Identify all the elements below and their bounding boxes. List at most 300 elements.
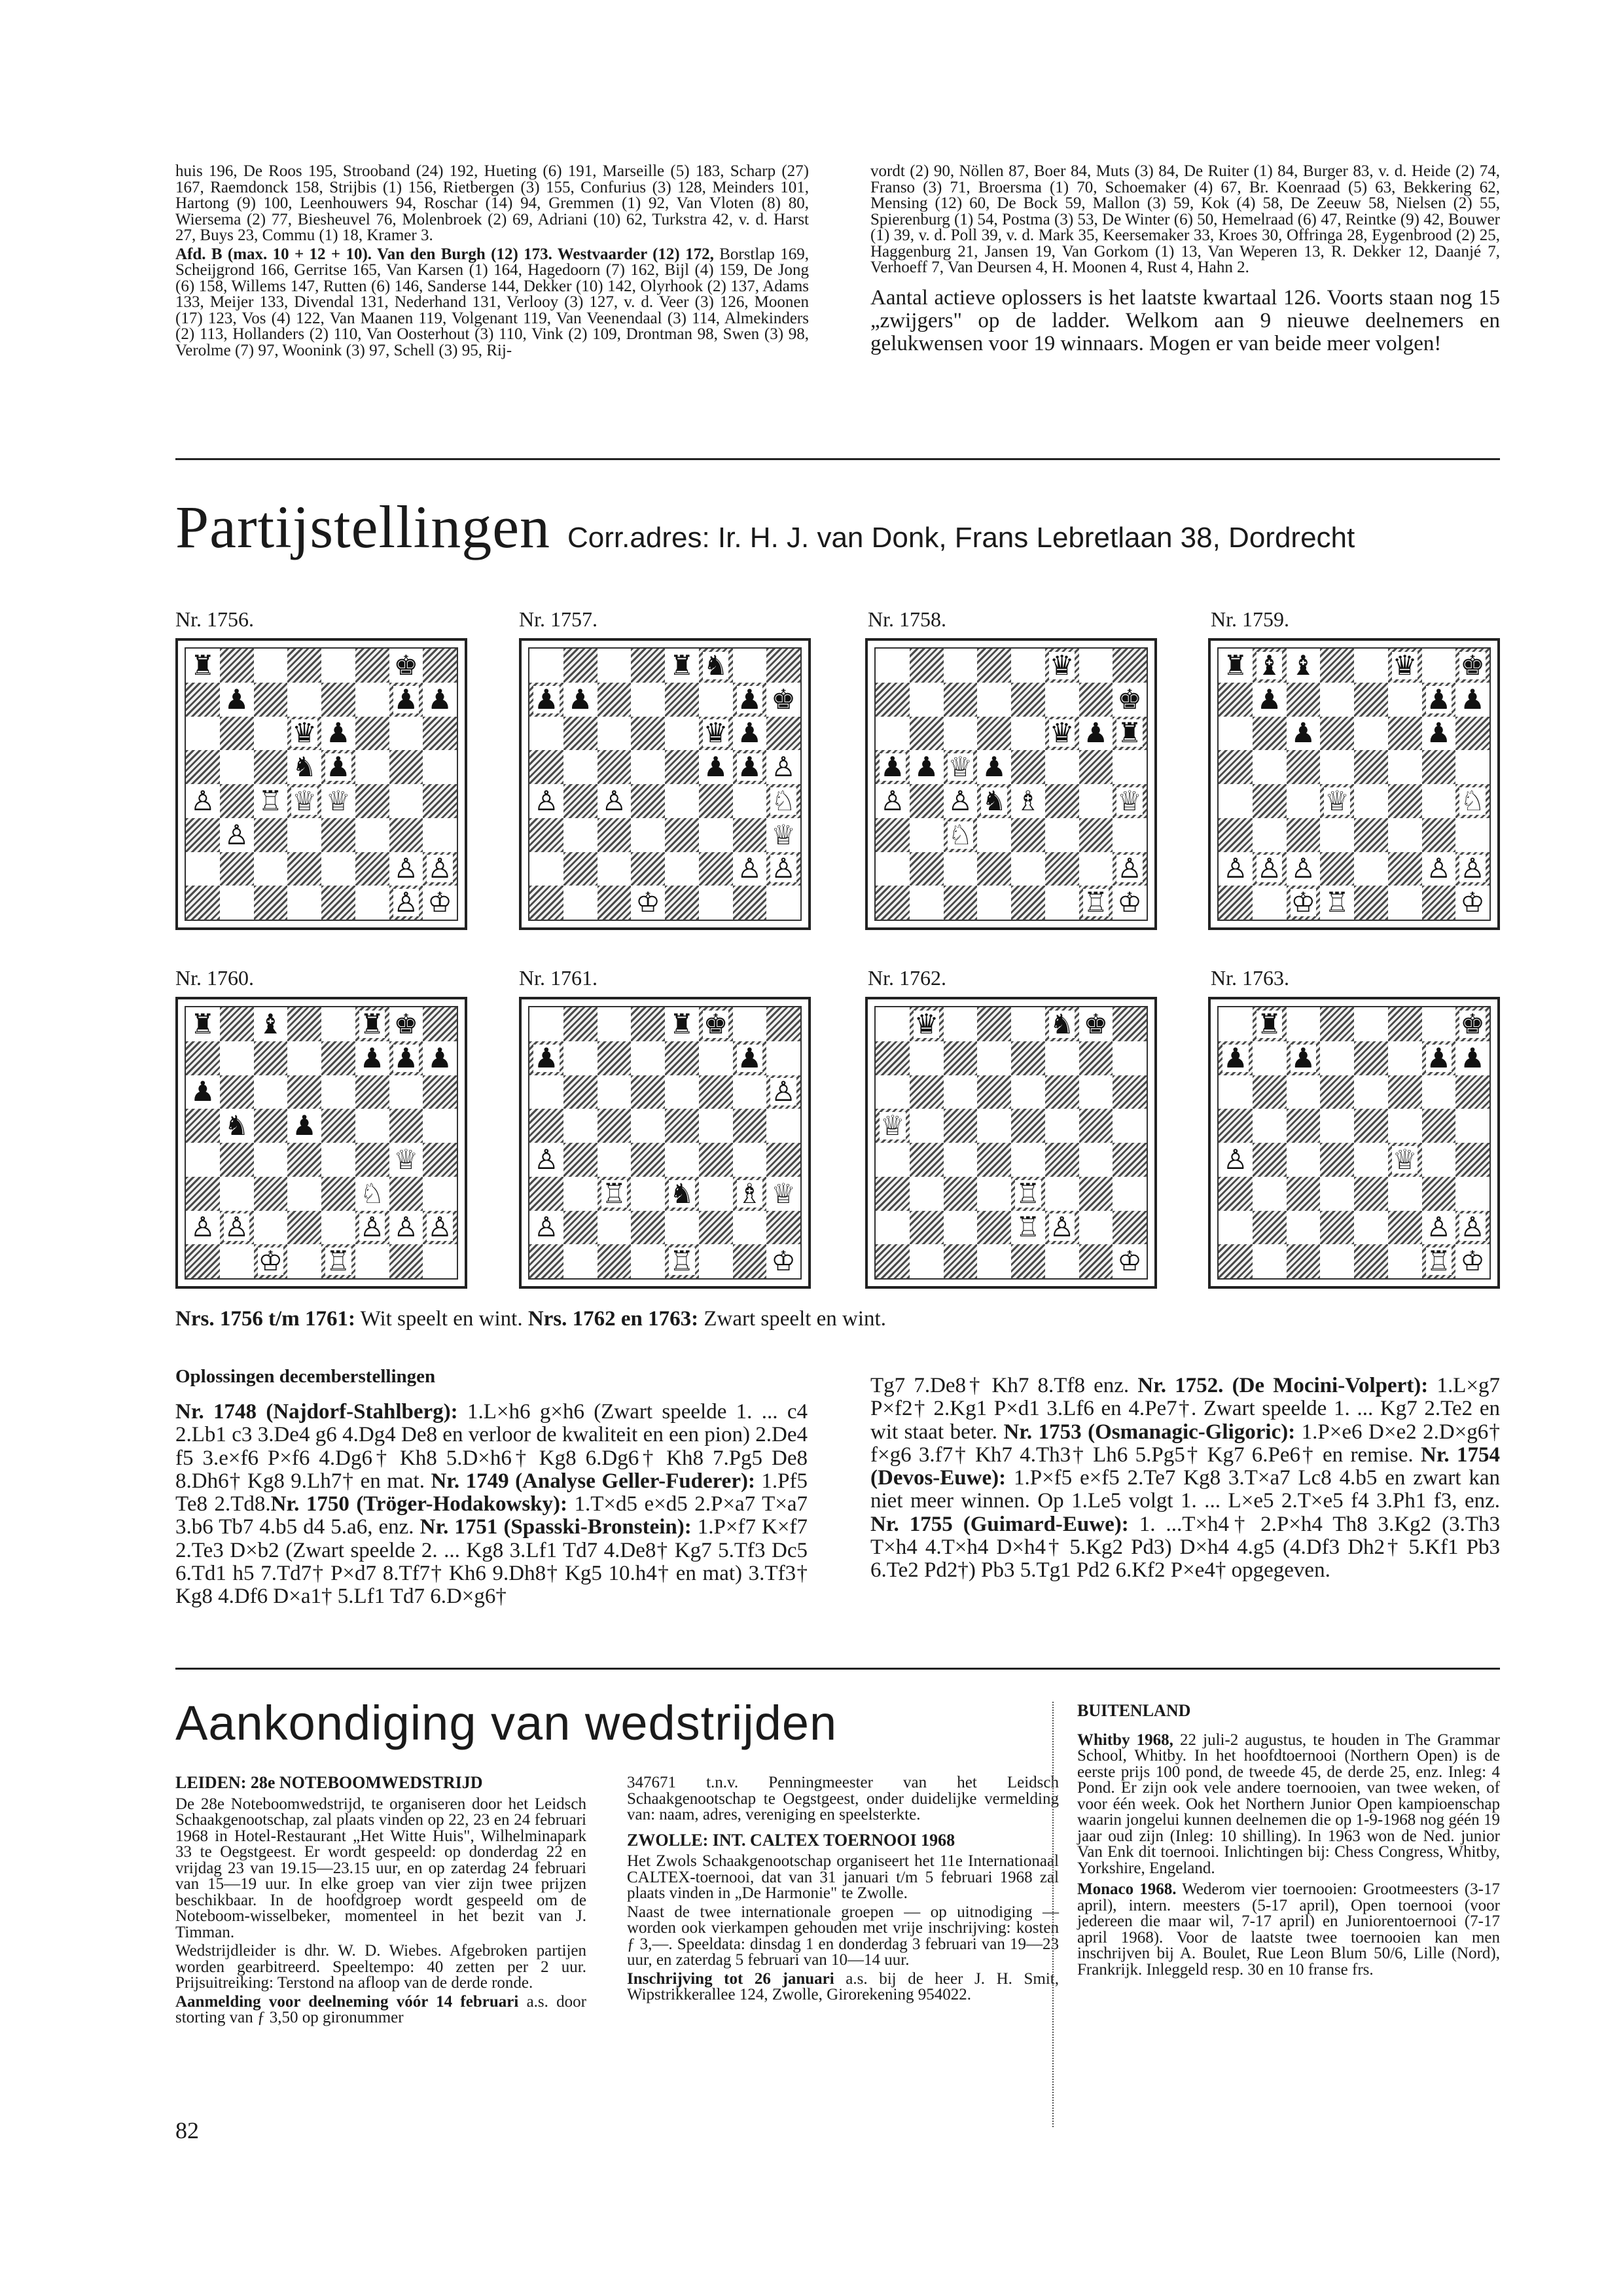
- board-square: [529, 1244, 563, 1278]
- board-square: [186, 1109, 220, 1143]
- board-square: [1113, 1075, 1147, 1109]
- board-square: [1079, 818, 1113, 852]
- black-pawn-icon: ♟: [1426, 1041, 1452, 1074]
- board-square: [1287, 886, 1321, 920]
- white-pawn-icon: ♙: [534, 1211, 559, 1244]
- black-pawn-icon: ♟: [190, 1075, 215, 1108]
- board-square: [597, 886, 632, 920]
- board-square: [254, 784, 288, 818]
- board-square: [1011, 750, 1045, 784]
- black-pawn-icon: ♟: [1426, 683, 1452, 715]
- board-square: [1388, 1177, 1422, 1211]
- board-square: [631, 717, 665, 751]
- black-pawn-icon: ♟: [359, 1041, 385, 1074]
- page-number: 82: [175, 2117, 199, 2144]
- board-square: [254, 1041, 288, 1075]
- board-square: [665, 717, 699, 751]
- board-square: [563, 649, 597, 683]
- diagram-label: Nr. 1763.: [1211, 966, 1289, 990]
- diagram-label: Nr. 1758.: [868, 607, 946, 631]
- board-square: [186, 1075, 220, 1109]
- board-square: [186, 1244, 220, 1278]
- board-square: [733, 717, 767, 751]
- board-square: [254, 886, 288, 920]
- board-square: [1320, 1211, 1354, 1245]
- white-queen-icon: ♕: [771, 1177, 796, 1210]
- leiden-p1: De 28e Noteboomwedstrijd, te organiseren door het Leidsch Schaakgenootschap, zal plaats vinden op 22, 23 en 24 februari 1968 in Hotel-Restaurant „Het Witte Huis", Wilhelminapark 33 te Oegstgeest. Er wordt gespeeld: op donderdag 22 en vrijdag 23 van 19.15—23.15 uur, en op zaterdag 24 februari van 15—19 uur. In elke groep van vier zijn twee prijzen beschikbaar. In de hoofdgroep wordt gespeeld om de Noteboom-wisselbeker, momenteel in het bezit van J. Timman.: [175, 1795, 586, 1941]
- board-square: [1113, 784, 1147, 818]
- white-queen-icon: ♕: [292, 784, 317, 817]
- board-square: [1320, 1075, 1354, 1109]
- board-square: [910, 1177, 944, 1211]
- chess-diagram-1757: [519, 638, 811, 930]
- chess-diagram-1760: [175, 997, 467, 1289]
- board-square: [321, 1109, 355, 1143]
- whitby-body: 22 juli-2 augustus, te houden in The Grammar School, Whitby. In het hoofdtoernooi (Northern Open) is de eerste prijs 100 pond, de tweede 45, de derde 25, enz. Inleg: 4 Pond. Er zijn ook vele andere toernooien, van twee weken, of voor één week. Ook het Northern Junior Open kampioenschap waarin jongelui kunnen deelnemen die op 1-9-1968 nog géén 19 jaar oud zijn (Inleg: 10 shilling). In 1963 won de Ned. junior Van Enk dit toernooi. Inlichtingen bij: Chess Congress, Whitby, Yorkshire, Engeland.: [1077, 1731, 1500, 1877]
- chess-diagram-1759: [1208, 638, 1500, 930]
- board-square: [733, 683, 767, 717]
- board-square: [876, 1211, 910, 1245]
- board-square: [1079, 683, 1113, 717]
- divider-top: [175, 458, 1500, 460]
- board-square: [220, 852, 254, 886]
- board-square: [766, 1177, 800, 1211]
- board-square: [321, 750, 355, 784]
- board-square: [254, 717, 288, 751]
- board-square: [254, 1109, 288, 1143]
- board-square: [423, 717, 457, 751]
- board-square: [910, 1041, 944, 1075]
- board-square: [766, 1244, 800, 1278]
- board-square: [977, 818, 1011, 852]
- board-square: [220, 683, 254, 717]
- board-square: [977, 649, 1011, 683]
- board-square: [733, 784, 767, 818]
- black-pawn-icon: ♟: [326, 751, 351, 783]
- solutions-right: Tg7 7.De8† Kh7 8.Tf8 enz. Nr. 1752. (De Mocini-Volpert): 1.L×g7 P×f2† 2.Kg1 P×d1 3.Lf6 en 4.Pe7†. Zwart speelde 1. ... Kg7 2.Te2 en wit staat beter. Nr. 1753 (Osmanagic-Gligoric): 1.P×e6 D×e2 2.D×g6† f×g6 3.f7† Kh7 4.Th3† Lh6 5.Pg5† Kg7 6.Pe6† en remise. Nr. 1754 (Devos-Euwe): 1.P×f5 e×f5 2.Te7 Kg8 3.T×a7 Lc8 4.b5 en zwart kan niet meer winnen. Op 1.Le5 volgt 1. ... L×e5 2.T×e5 f4 3.Ph1 f3, enz. Nr. 1755 (Guimard-Euwe): 1. ...T×h4† 2.P×h4 Th8 3.Kg2 (3.Th3 T×h4 4.T×h4 D×h4† 5.Kg2 Pd3) D×h4 4.g5 (4.Df3 Dh2† 5.Kf1 Pb3 6.Te2 Pd2†) Pb3 5.Tg1 Pd2 6.Kf2 P×e4† opgegeven.: [870, 1374, 1501, 1583]
- board-square: [1422, 717, 1456, 751]
- board-square: [1320, 818, 1354, 852]
- board-square: [665, 1177, 699, 1211]
- board-square: [665, 1244, 699, 1278]
- board-square: [1455, 1244, 1489, 1278]
- board-square: [910, 1143, 944, 1177]
- board-square: [1011, 1041, 1045, 1075]
- column-rule: [1052, 1702, 1054, 2127]
- divider-middle: [175, 1668, 1500, 1670]
- board-square: [631, 784, 665, 818]
- ranking-text-b-body: Borstlap 169, Scheijgrond 166, Gerritse 165, Van Karsen (1) 164, Hagedoorn (7) 162, Bijl (4) 159, De Jong (6) 158, Willems 147, Rutten (6) 146, Sanderse 144, Dekker (10) 142, Olyrhook (2) 137, Adams 133, Meijer 133, Divendal 131, Nederhand 131, Verlooy (3) 127, v. d. Veer (3) 126, Moonen (17) 123, Vos (4) 122, Van Maanen 119, Volgenant 119, Van Veenendaal (3) 114, Almekinders (2) 113, Hollanders (2) 110, Van Oosterhout (3) 110, Vink (2) 109, Drontman 98, Swen (3) 98, Verolme (7) 97, Woonink (3) 97, Schell (3) 95, Rij-: [175, 245, 810, 359]
- black-rook-icon: ♜: [190, 649, 215, 681]
- black-rook-icon: ♜: [1117, 717, 1142, 749]
- white-rook-icon: ♖: [1083, 886, 1109, 919]
- board-square: [287, 1007, 321, 1041]
- board-square: [186, 1211, 220, 1245]
- board-square: [1253, 1007, 1287, 1041]
- board-square: [321, 1177, 355, 1211]
- board-square: [1045, 1211, 1079, 1245]
- board-square: [597, 683, 632, 717]
- ranking-text-b-head: Afd. B (max. 10 + 12 + 10). Van den Burgh (12) 173. Westvaarder (12) 172,: [175, 245, 714, 263]
- board-square: [631, 1177, 665, 1211]
- board-square: [1388, 683, 1422, 717]
- board-square: [1219, 1109, 1253, 1143]
- black-knight-icon: ♞: [669, 1177, 694, 1210]
- board-square: [186, 1007, 220, 1041]
- board-square: [766, 784, 800, 818]
- board-square: [876, 852, 910, 886]
- board-square: [423, 1244, 457, 1278]
- board-square: [699, 1041, 733, 1075]
- board-square: [563, 1007, 597, 1041]
- board-square: [1287, 649, 1321, 683]
- board-square: [910, 649, 944, 683]
- board-square: [977, 1177, 1011, 1211]
- board-square: [563, 1041, 597, 1075]
- board-square: [699, 784, 733, 818]
- black-rook-icon: ♜: [190, 1007, 215, 1040]
- board-square: [733, 1041, 767, 1075]
- board-square: [1113, 1109, 1147, 1143]
- board-square: [220, 1143, 254, 1177]
- board-square: [423, 1109, 457, 1143]
- board-square: [1113, 1007, 1147, 1041]
- board-square: [220, 1007, 254, 1041]
- white-pawn-icon: ♙: [534, 1143, 559, 1175]
- board-square: [355, 649, 389, 683]
- board-square: [876, 683, 910, 717]
- board-square: [944, 1007, 978, 1041]
- board-square: [631, 1211, 665, 1245]
- board-square: [597, 784, 632, 818]
- white-pawn-icon: ♙: [1117, 852, 1142, 885]
- board-square: [220, 1177, 254, 1211]
- black-pawn-icon: ♟: [737, 683, 762, 715]
- board-square: [254, 1211, 288, 1245]
- board-square: [321, 886, 355, 920]
- board-square: [733, 1007, 767, 1041]
- board-square: [355, 1177, 389, 1211]
- black-bishop-icon: ♝: [1291, 649, 1316, 681]
- board-grid: [1217, 647, 1491, 921]
- board-square: [665, 1007, 699, 1041]
- board-square: [423, 1143, 457, 1177]
- board-grid: [1217, 1006, 1491, 1280]
- white-bishop-icon: ♗: [1016, 784, 1041, 817]
- chess-diagram-1761: [519, 997, 811, 1289]
- board-square: [355, 1007, 389, 1041]
- white-king-icon: ♔: [427, 886, 452, 919]
- board-square: [355, 784, 389, 818]
- board-square: [529, 717, 563, 751]
- board-square: [1219, 1041, 1253, 1075]
- board-square: [733, 1211, 767, 1245]
- black-pawn-icon: ♟: [534, 1041, 559, 1074]
- board-square: [321, 818, 355, 852]
- board-square: [1422, 1075, 1456, 1109]
- board-square: [220, 818, 254, 852]
- board-square: [423, 1211, 457, 1245]
- board-square: [597, 1075, 632, 1109]
- board-square: [186, 649, 220, 683]
- board-square: [1011, 1143, 1045, 1177]
- board-square: [1422, 818, 1456, 852]
- board-square: [1079, 1109, 1113, 1143]
- board-square: [355, 1143, 389, 1177]
- board-square: [1113, 1143, 1147, 1177]
- white-pawn-icon: ♙: [224, 818, 249, 851]
- top-left-column: [175, 164, 809, 359]
- white-king-icon: ♔: [258, 1245, 283, 1278]
- board-square: [529, 886, 563, 920]
- board-square: [910, 750, 944, 784]
- board-square: [1455, 1109, 1489, 1143]
- board-square: [1287, 1075, 1321, 1109]
- board-square: [1354, 1109, 1388, 1143]
- zwolle-p3: [627, 1971, 1059, 2003]
- board-square: [1422, 1109, 1456, 1143]
- white-pawn-icon: ♙: [1257, 852, 1282, 885]
- board-square: [321, 1007, 355, 1041]
- board-square: [910, 1075, 944, 1109]
- board-square: [1219, 1143, 1253, 1177]
- board-square: [1219, 1211, 1253, 1245]
- board-square: [1388, 784, 1422, 818]
- board-square: [1079, 1007, 1113, 1041]
- black-rook-icon: ♜: [669, 649, 694, 681]
- black-pawn-icon: ♟: [737, 1041, 762, 1074]
- board-square: [186, 1177, 220, 1211]
- board-square: [665, 750, 699, 784]
- board-square: [733, 1244, 767, 1278]
- board-square: [254, 818, 288, 852]
- board-square: [699, 1211, 733, 1245]
- diagram-label: Nr. 1756.: [175, 607, 254, 631]
- board-square: [1011, 1075, 1045, 1109]
- board-square: [1287, 852, 1321, 886]
- board-square: [1422, 1143, 1456, 1177]
- board-grid: [185, 1006, 458, 1280]
- board-square: [355, 1075, 389, 1109]
- black-bishop-icon: ♝: [258, 1007, 283, 1040]
- black-pawn-icon: ♟: [1291, 717, 1316, 749]
- board-square: [1287, 784, 1321, 818]
- board-square: [529, 1211, 563, 1245]
- board-square: [186, 818, 220, 852]
- board-square: [1253, 1109, 1287, 1143]
- board-square: [321, 1143, 355, 1177]
- board-square: [977, 1075, 1011, 1109]
- correspondence-address: Corr.adres: Ir. H. J. van Donk, Frans Lebretlaan 38, Dordrecht: [567, 522, 1355, 554]
- board-square: [699, 649, 733, 683]
- board-square: [910, 784, 944, 818]
- board-square: [944, 852, 978, 886]
- board-square: [597, 717, 632, 751]
- section-heading-wedstrijden: Aankondiging van wedstrijden: [175, 1696, 838, 1750]
- board-square: [1354, 683, 1388, 717]
- board-square: [529, 1177, 563, 1211]
- board-square: [1287, 1211, 1321, 1245]
- board-square: [1253, 1143, 1287, 1177]
- board-square: [1354, 649, 1388, 683]
- board-square: [1354, 750, 1388, 784]
- board-square: [910, 717, 944, 751]
- white-queen-icon: ♕: [948, 751, 973, 783]
- whitby-p: [1077, 1732, 1500, 1877]
- board-square: [1079, 717, 1113, 751]
- board-square: [977, 683, 1011, 717]
- white-pawn-icon: ♙: [601, 784, 627, 817]
- board-grid: [874, 647, 1148, 921]
- board-square: [563, 852, 597, 886]
- board-square: [1320, 717, 1354, 751]
- board-square: [389, 886, 423, 920]
- board-square: [1253, 784, 1287, 818]
- board-square: [977, 1143, 1011, 1177]
- black-pawn-icon: ♟: [1460, 1041, 1485, 1074]
- leiden-heading: LEIDEN: 28e NOTEBOOMWEDSTRIJD: [175, 1773, 483, 1792]
- board-square: [1045, 852, 1079, 886]
- white-knight-icon: ♘: [948, 818, 973, 851]
- board-square: [1011, 784, 1045, 818]
- board-square: [597, 1109, 632, 1143]
- board-square: [529, 852, 563, 886]
- board-square: [287, 852, 321, 886]
- board-square: [1219, 1007, 1253, 1041]
- board-square: [699, 1244, 733, 1278]
- white-pawn-icon: ♙: [224, 1211, 249, 1244]
- board-square: [220, 1244, 254, 1278]
- board-square: [876, 1143, 910, 1177]
- ranking-note: Aantal actieve oplossers is het laatste kwartaal 126. Voorts staan nog 15 „zwijgers" op de ladder. Welkom aan 9 nieuwe deelnemers en gelukwensen voor 19 winnaars. Mogen er van beide meer volgen!: [870, 285, 1500, 355]
- board-square: [1455, 750, 1489, 784]
- board-square: [563, 1109, 597, 1143]
- board-square: [529, 750, 563, 784]
- board-square: [1354, 784, 1388, 818]
- white-rook-icon: ♖: [601, 1177, 627, 1210]
- black-knight-icon: ♞: [982, 784, 1007, 817]
- board-square: [1354, 1075, 1388, 1109]
- board-square: [699, 1177, 733, 1211]
- announce-col3: [1077, 1703, 1500, 1978]
- board-square: [1388, 750, 1422, 784]
- white-pawn-icon: ♙: [737, 852, 762, 885]
- board-square: [1113, 750, 1147, 784]
- board-square: [287, 717, 321, 751]
- board-square: [699, 1007, 733, 1041]
- board-square: [631, 1109, 665, 1143]
- white-pawn-icon: ♙: [534, 784, 559, 817]
- board-square: [321, 683, 355, 717]
- board-square: [597, 1244, 632, 1278]
- board-square: [910, 683, 944, 717]
- board-square: [254, 1007, 288, 1041]
- board-square: [423, 683, 457, 717]
- white-rook-icon: ♖: [1325, 886, 1349, 919]
- diagram-label: Nr. 1760.: [175, 966, 254, 990]
- board-square: [977, 1041, 1011, 1075]
- board-square: [186, 1143, 220, 1177]
- black-king-icon: ♚: [703, 1007, 728, 1040]
- board-square: [563, 1211, 597, 1245]
- board-square: [665, 649, 699, 683]
- board-square: [389, 852, 423, 886]
- board-square: [733, 852, 767, 886]
- board-square: [876, 1244, 910, 1278]
- board-square: [1422, 1244, 1456, 1278]
- black-pawn-icon: ♟: [326, 717, 351, 749]
- board-square: [1388, 1211, 1422, 1245]
- leiden-p4: 347671 t.n.v. Penningmeester van het Leidsch Schaakgenootschap te Oegstgeest, onder duidelijke vermelding van: naam, adres, vereniging en speelsterkte.: [627, 1774, 1059, 1823]
- board-square: [186, 717, 220, 751]
- board-square: [529, 784, 563, 818]
- board-square: [563, 717, 597, 751]
- board-square: [563, 683, 597, 717]
- board-square: [355, 852, 389, 886]
- board-square: [699, 852, 733, 886]
- board-square: [1045, 1143, 1079, 1177]
- board-square: [1320, 852, 1354, 886]
- white-pawn-icon: ♙: [190, 784, 215, 817]
- board-square: [1455, 1041, 1489, 1075]
- board-square: [1354, 818, 1388, 852]
- board-square: [1253, 750, 1287, 784]
- board-square: [910, 1211, 944, 1245]
- board-square: [665, 683, 699, 717]
- board-square: [766, 1109, 800, 1143]
- board-square: [1320, 1143, 1354, 1177]
- board-square: [1079, 852, 1113, 886]
- board-square: [876, 818, 910, 852]
- board-square: [389, 1109, 423, 1143]
- board-square: [287, 1177, 321, 1211]
- board-square: [220, 784, 254, 818]
- board-square: [287, 1075, 321, 1109]
- board-square: [287, 818, 321, 852]
- leiden-p2: Wedstrijdleider is dhr. W. D. Wiebes. Afgebroken partijen worden gearbitreerd. Speeltempo: 40 zetten per 2 uur. Prijsuitreiking: Terstond na afloop van de derde ronde.: [175, 1942, 586, 1992]
- board-square: [977, 1109, 1011, 1143]
- board-square: [1253, 852, 1287, 886]
- white-bishop-icon: ♗: [737, 1177, 762, 1210]
- black-king-icon: ♚: [393, 1007, 419, 1040]
- board-square: [1388, 1244, 1422, 1278]
- board-square: [631, 852, 665, 886]
- ranking-text-b: [175, 247, 809, 359]
- white-pawn-icon: ♙: [427, 852, 452, 885]
- board-square: [529, 1143, 563, 1177]
- buitenland-heading: BUITENLAND: [1077, 1701, 1191, 1720]
- board-square: [529, 683, 563, 717]
- board-square: [1253, 683, 1287, 717]
- black-pawn-icon: ♟: [1257, 683, 1282, 715]
- board-square: [1079, 1075, 1113, 1109]
- board-square: [287, 1244, 321, 1278]
- black-knight-icon: ♞: [1049, 1007, 1075, 1040]
- board-square: [1287, 717, 1321, 751]
- black-pawn-icon: ♟: [737, 751, 762, 783]
- black-pawn-icon: ♟: [880, 751, 905, 783]
- white-rook-icon: ♖: [326, 1245, 351, 1278]
- board-square: [1388, 1041, 1422, 1075]
- board-square: [1455, 1075, 1489, 1109]
- board-grid: [874, 1006, 1148, 1280]
- board-square: [287, 1109, 321, 1143]
- board-square: [389, 683, 423, 717]
- board-square: [631, 818, 665, 852]
- board-square: [977, 750, 1011, 784]
- board-square: [766, 1075, 800, 1109]
- white-king-icon: ♔: [1117, 886, 1142, 919]
